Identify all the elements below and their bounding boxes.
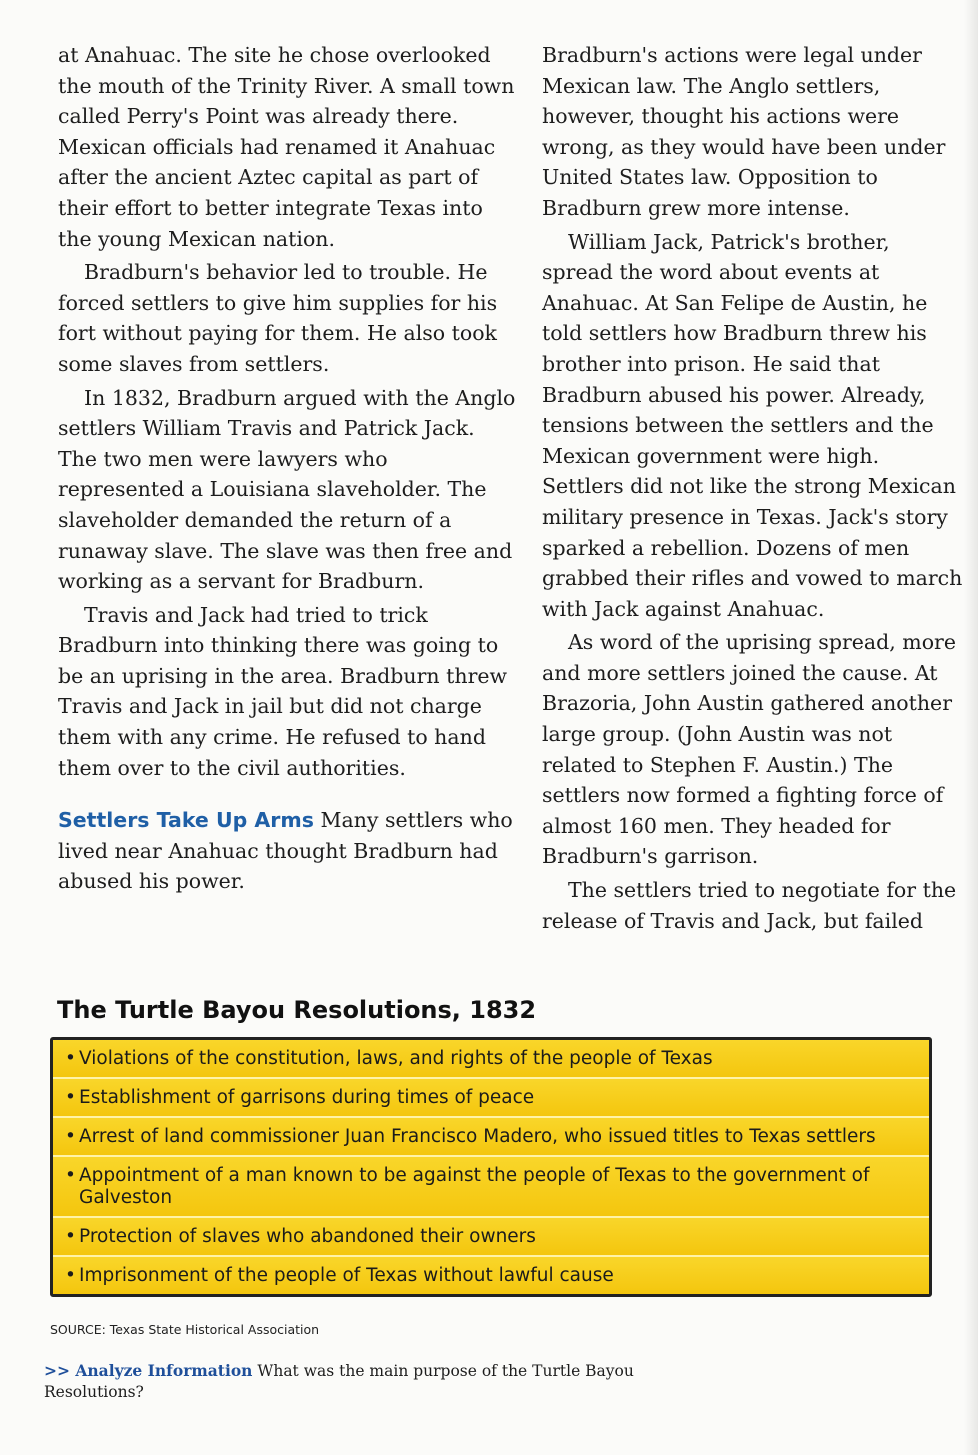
bullet-icon: • (65, 1087, 76, 1108)
table-row (53, 1257, 929, 1294)
right-paragraph-1: Bradburn's actions were legal under Mexican law. The Anglo settlers, however, thought his actions were wrong, as they would have been under United States law. Opposition to Bradburn grew more intense. (542, 43, 946, 220)
table-row (53, 1157, 929, 1218)
right-paragraph-2: William Jack, Patrick's brother, spread the word about events at Anahuac. At San Felipe de Austin, he told settlers how Bradburn threw his brother into prison. He said that Bradburn abused his power. Already, tensions between the settlers and the Mexican government were high. Settlers did not like the strong Mexican military presence in Texas. Jack's story sparked a rebellion. Dozens of men grabbed their rifles and vowed to march with Jack against Anahuac. (542, 229, 963, 621)
table-row (53, 1218, 929, 1257)
table-row-text: Imprisonment of the people of Texas without lawful cause (79, 1265, 614, 1286)
resolutions-table (50, 1037, 932, 1297)
table-row-text: Violations of the constitution, laws, and rights of the people of Texas (79, 1048, 713, 1069)
table-row (53, 1040, 929, 1079)
bullet-icon: • (65, 1126, 76, 1147)
table-row (53, 1079, 929, 1118)
table-title: The Turtle Bayou Resolutions, 1832 (57, 996, 537, 1024)
table-row-text: Protection of slaves who abandoned their owners (79, 1226, 536, 1247)
right-paragraph-4: The settlers tried to negotiate for the release of Travis and Jack, but failed (542, 878, 957, 933)
right-paragraph-3: As word of the uprising spread, more and more settlers joined the cause. At Brazoria, John Austin gathered another large group. (John Austin was not related to Stephen F. Austin.) The settlers now formed a fighting force of almost 160 men. They headed for Bradburn's garrison. (542, 630, 956, 869)
right-column (542, 40, 967, 939)
analyze-prompt (44, 1360, 664, 1403)
analyze-question: What was the main purpose of the Turtle Bayou Resolutions? (44, 1362, 634, 1401)
table-row-text: Arrest of land commissioner Juan Francisco Madero, who issued titles to Texas settlers (79, 1126, 876, 1147)
bullet-icon: • (65, 1265, 76, 1286)
table-row-text: Establishment of garrisons during times of peace (79, 1087, 535, 1108)
analyze-label: >> Analyze Information (44, 1361, 253, 1380)
left-paragraph-4: Travis and Jack had tried to trick Bradburn into thinking there was going to be an uprising in the area. Bradburn threw Travis and Jack in jail but did not charge them with any crime. He refused to hand them over to the civil authorities. (58, 602, 508, 780)
section-subhead: Settlers Take Up Arms (58, 808, 314, 833)
table-row (53, 1118, 929, 1157)
page-gutter-shadow (964, 0, 978, 1455)
bullet-icon: • (65, 1048, 76, 1069)
left-paragraph-1: at Anahuac. The site he chose overlooked the mouth of the Trinity River. A small town called Perry's Point was already there. Mexican officials had renamed it Anahuac after the ancient Aztec capital as part of their effort to better integrate Texas into the young Mexican nation. (58, 43, 515, 251)
left-column (58, 40, 518, 900)
left-paragraph-5 (58, 805, 518, 897)
left-paragraph-5-text: Many settlers who lived near Anahuac thought Bradburn had abused his power. (58, 808, 513, 894)
bullet-icon: • (65, 1165, 76, 1186)
source-note: SOURCE: Texas State Historical Association (50, 1322, 320, 1337)
bullet-icon: • (65, 1226, 76, 1247)
left-paragraph-2: Bradburn's behavior led to trouble. He forced settlers to give him supplies for his fort without paying for them. He also took some slaves from settlers. (58, 260, 498, 376)
table-row-text: Appointment of a man known to be against the people of Texas to the government of Galveston (79, 1165, 870, 1208)
left-paragraph-3: In 1832, Bradburn argued with the Anglo settlers William Travis and Patrick Jack. The two men were lawyers who represented a Louisiana slaveholder. The slaveholder demanded the return of a runaway slave. The slave was then free and working as a servant for Bradburn. (58, 385, 516, 594)
